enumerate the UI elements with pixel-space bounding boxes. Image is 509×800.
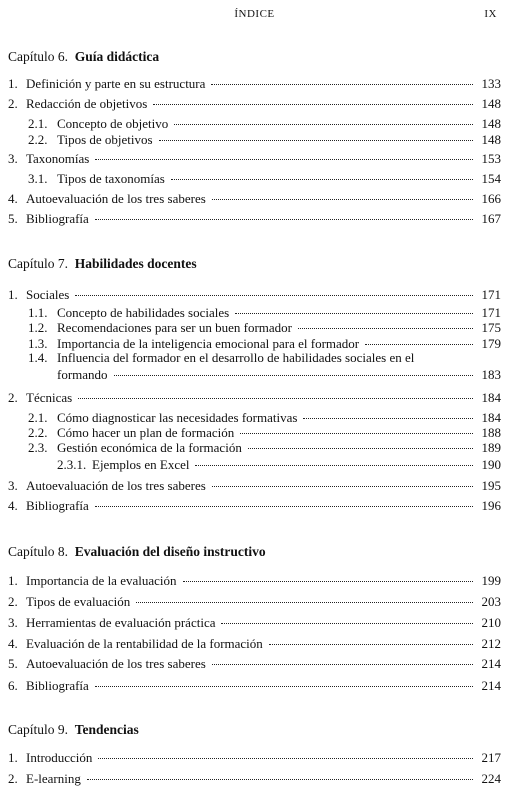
toc-entry-continuation: [57, 367, 501, 385]
entry-number: 1.: [8, 750, 18, 765]
chapter-prefix: Capítulo 9.: [8, 722, 68, 737]
dot-leader: [153, 104, 473, 105]
dot-leader: [78, 398, 473, 399]
chapter-name: Evaluación del diseño instructivo: [74, 544, 266, 559]
entry-title: Autoevaluación de los tres saberes: [26, 656, 206, 671]
entry-title-continuation: formando: [57, 367, 108, 382]
entry-page: 214: [481, 678, 501, 693]
entry-title: Definición y parte en su estructura: [26, 76, 206, 91]
entry-title: Autoevaluación de los tres saberes: [26, 191, 206, 206]
entry-page: 212: [481, 636, 501, 651]
toc-entry-multiline: [28, 350, 501, 366]
entry-title: Importancia de la inteligencia emocional para el formador: [57, 336, 360, 351]
entry-page: 175: [481, 320, 501, 335]
entry-page: 184: [481, 390, 501, 405]
entry-title: Influencia del formador en el desarrollo de habilidades sociales en el: [57, 350, 415, 365]
entry-title: Redacción de objetivos: [26, 96, 148, 111]
entry-page: 133: [481, 76, 501, 91]
entry-number: 2.: [8, 96, 18, 111]
toc-entry: [8, 96, 501, 114]
toc-entry: [8, 594, 501, 612]
entry-number: 2.: [8, 390, 18, 405]
toc-entry: [28, 440, 501, 458]
chapter-name: Tendencias: [74, 722, 139, 737]
entry-title: Concepto de habilidades sociales: [57, 305, 230, 320]
entry-title: Tipos de objetivos: [57, 132, 153, 147]
entry-title: Tipos de evaluación: [26, 594, 131, 609]
toc-entry: [8, 287, 501, 305]
entry-page: 166: [481, 191, 501, 206]
entry-title: Cómo diagnosticar las necesidades formativas: [57, 410, 298, 425]
entry-page: 203: [481, 594, 501, 609]
entry-number: 3.: [8, 615, 18, 630]
chapter-name: Guía didáctica: [74, 49, 160, 64]
dot-leader: [248, 448, 473, 449]
entry-page: 217: [481, 750, 501, 765]
chapter-9-heading: [8, 722, 139, 738]
dot-leader: [365, 344, 473, 345]
entry-number: 1.3.: [28, 336, 48, 351]
dot-leader: [171, 179, 473, 180]
dot-leader: [212, 664, 473, 665]
entry-page: 196: [481, 498, 501, 513]
chapter-prefix: Capítulo 6.: [8, 49, 68, 64]
entry-title: Concepto de objetivo: [57, 116, 169, 131]
dot-leader: [136, 602, 473, 603]
entry-page: 214: [481, 656, 501, 671]
entry-page: 184: [481, 410, 501, 425]
entry-title: Gestión económica de la formación: [57, 440, 242, 455]
toc-entry: [8, 615, 501, 633]
entry-number: 2.3.: [28, 440, 48, 455]
entry-page: 148: [481, 96, 501, 111]
toc-entry: [8, 750, 501, 768]
entry-title: Importancia de la evaluación: [26, 573, 177, 588]
toc-entry: [8, 498, 501, 516]
header-title: ÍNDICE: [234, 8, 275, 20]
running-header: [0, 8, 509, 24]
toc-entry: [8, 636, 501, 654]
entry-number: 2.2.: [28, 132, 48, 147]
entry-page: 199: [481, 573, 501, 588]
dot-leader: [95, 219, 473, 220]
entry-number: 5.: [8, 211, 18, 226]
toc-entry: [8, 151, 501, 169]
dot-leader: [174, 124, 473, 125]
entry-page: 210: [481, 615, 501, 630]
entry-title: Herramientas de evaluación práctica: [26, 615, 216, 630]
entry-page: 171: [481, 305, 501, 320]
toc-entry: [57, 457, 501, 475]
entry-number: 1.: [8, 573, 18, 588]
toc-entry: [8, 390, 501, 408]
entry-page: 148: [481, 132, 501, 147]
toc-entry: [8, 211, 501, 229]
entry-page: 190: [481, 457, 501, 472]
entry-number: 6.: [8, 678, 18, 693]
entry-page: 167: [481, 211, 501, 226]
entry-page: 189: [481, 440, 501, 455]
dot-leader: [240, 433, 473, 434]
dot-leader: [75, 295, 473, 296]
toc-entry: [8, 678, 501, 696]
toc-entry: [8, 76, 501, 94]
entry-number: 2.: [8, 771, 18, 786]
entry-number: 4.: [8, 498, 18, 513]
chapter-7-heading: [8, 256, 197, 272]
entry-page: 153: [481, 151, 501, 166]
dot-leader: [95, 506, 473, 507]
entry-number: 1.: [8, 287, 18, 302]
chapter-prefix: Capítulo 8.: [8, 544, 68, 559]
chapter-name: Habilidades docentes: [74, 256, 197, 271]
entry-title: Introducción: [26, 750, 93, 765]
toc-entry: [8, 191, 501, 209]
chapter-8-heading: [8, 544, 266, 560]
entry-title: Recomendaciones para ser un buen formador: [57, 320, 292, 335]
entry-page: 148: [481, 116, 501, 131]
entry-title: Taxonomías: [26, 151, 90, 166]
entry-page: 171: [481, 287, 501, 302]
entry-title: Bibliografía: [26, 211, 89, 226]
toc-entry: [28, 171, 501, 189]
entry-title: Cómo hacer un plan de formación: [57, 425, 235, 440]
entry-page: 154: [481, 171, 501, 186]
dot-leader: [269, 644, 473, 645]
dot-leader: [95, 159, 473, 160]
chapter-6-heading: [8, 49, 159, 65]
dot-leader: [195, 465, 473, 466]
toc-entry: [8, 478, 501, 496]
entry-number: 2.2.: [28, 425, 48, 440]
entry-title: E-learning: [26, 771, 81, 786]
entry-number: 5.: [8, 656, 18, 671]
entry-title: Bibliografía: [26, 678, 89, 693]
dot-leader: [221, 623, 473, 624]
entry-page: 188: [481, 425, 501, 440]
entry-number: 2.1.: [28, 410, 48, 425]
entry-title: Autoevaluación de los tres saberes: [26, 478, 206, 493]
dot-leader: [95, 686, 473, 687]
dot-leader: [235, 313, 473, 314]
entry-number: 1.1.: [28, 305, 48, 320]
entry-title: Bibliografía: [26, 498, 89, 513]
entry-page: 195: [481, 478, 501, 493]
entry-title: Ejemplos en Excel: [92, 457, 190, 472]
entry-number: 1.2.: [28, 320, 48, 335]
header-page-number: IX: [484, 8, 497, 20]
entry-number: 1.: [8, 76, 18, 91]
dot-leader: [298, 328, 473, 329]
entry-number: 2.3.1.: [57, 457, 87, 472]
entry-number: 3.1.: [28, 171, 48, 186]
toc-entry: [8, 573, 501, 591]
dot-leader: [211, 84, 473, 85]
dot-leader: [114, 375, 473, 376]
entry-number: 4.: [8, 191, 18, 206]
entry-page: 183: [481, 367, 501, 382]
entry-number: 2.1.: [28, 116, 48, 131]
entry-title: Técnicas: [26, 390, 73, 405]
entry-title: Tipos de taxonomías: [57, 171, 165, 186]
dot-leader: [183, 581, 473, 582]
dot-leader: [87, 779, 473, 780]
entry-title: Sociales: [26, 287, 70, 302]
entry-number: 2.: [8, 594, 18, 609]
entry-page: 224: [481, 771, 501, 786]
entry-number: 4.: [8, 636, 18, 651]
dot-leader: [212, 486, 473, 487]
dot-leader: [159, 140, 473, 141]
toc-entry: [8, 771, 501, 789]
entry-number: 1.4.: [28, 350, 48, 365]
dot-leader: [212, 199, 473, 200]
toc-entry: [8, 656, 501, 674]
entry-number: 3.: [8, 151, 18, 166]
entry-title: Evaluación de la rentabilidad de la formación: [26, 636, 263, 651]
chapter-prefix: Capítulo 7.: [8, 256, 68, 271]
dot-leader: [98, 758, 473, 759]
toc-entry: [28, 132, 501, 150]
dot-leader: [303, 418, 473, 419]
entry-number: 3.: [8, 478, 18, 493]
entry-page: 179: [481, 336, 501, 351]
